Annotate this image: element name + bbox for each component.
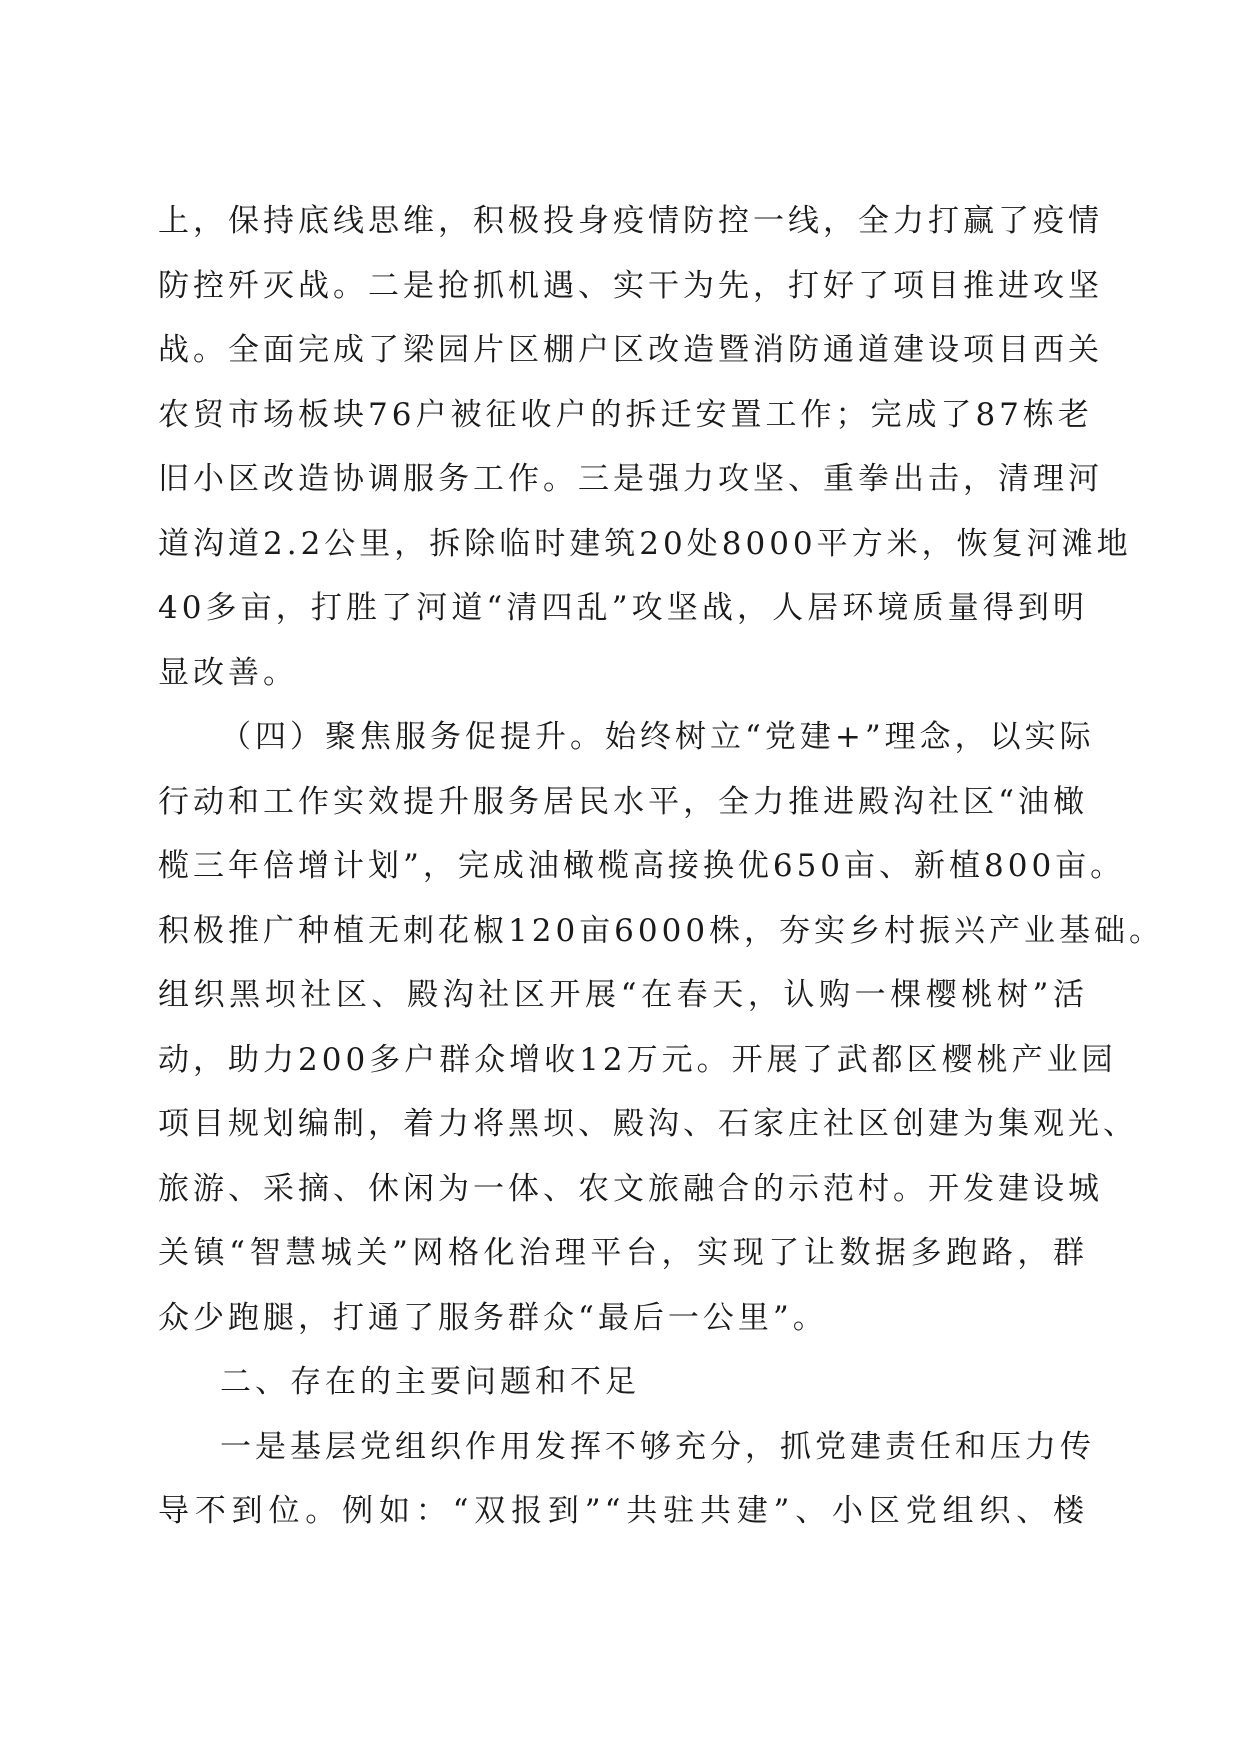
paragraph-line: 显改善。 bbox=[158, 654, 298, 691]
paragraph-line: 旧小区改造协调服务工作。三是强力攻坚、重拳出击，清理河 bbox=[158, 461, 1103, 497]
document-body bbox=[158, 189, 1165, 1544]
paragraph-line: 动，助力200多户群众增收12万元。开展了武都区樱桃产业园 bbox=[158, 1041, 1117, 1078]
paragraph-line: 组织黑坝社区、殿沟社区开展“在春天，认购一棵樱桃树”活 bbox=[158, 977, 1088, 1013]
paragraph-line: 项目规划编制，着力将黑坝、殿沟、石家庄社区创建为集观光、 bbox=[158, 1106, 1138, 1142]
paragraph-line: 战。全面完成了梁园片区棚户区改造暨消防通道建设项目西关 bbox=[158, 332, 1103, 368]
paragraph-line: 40多亩，打胜了河道“清四乱”攻坚战，人居环境质量得到明 bbox=[158, 590, 1088, 626]
paragraph-line: 行动和工作实效提升服务居民水平，全力推进殿沟社区“油橄 bbox=[158, 783, 1088, 820]
paragraph-line: 防控歼灭战。二是抢抓机遇、实干为先，打好了项目推进攻坚 bbox=[158, 267, 1103, 304]
section-heading: 二、存在的主要问题和不足 bbox=[220, 1364, 640, 1400]
paragraph-line: 众少跑腿，打通了服务群众“最后一公里”。 bbox=[158, 1299, 828, 1336]
paragraph-line: 关镇“智慧城关”网格化治理平台，实现了让数据多跑路，群 bbox=[158, 1235, 1088, 1271]
paragraph-line: 积极推广种植无刺花椒120亩6000株，夯实乡村振兴产业基础。 bbox=[158, 912, 1165, 949]
paragraph-line: 道沟道2.2公里，拆除临时建筑20处8000平方米，恢复河滩地 bbox=[158, 525, 1132, 562]
paragraph-line: 农贸市场板块76户被征收户的拆迁安置工作；完成了87栋老 bbox=[158, 396, 1093, 433]
paragraph-line: 上，保持底线思维，积极投身疫情防控一线，全力打赢了疫情 bbox=[158, 203, 1103, 239]
section-heading-line: （四）聚焦服务促提升。始终树立“党建+”理念，以实际 bbox=[220, 719, 1095, 755]
paragraph-line: 榄三年倍增计划”，完成油橄榄高接换优650亩、新植800亩。 bbox=[158, 848, 1126, 884]
paragraph-line: 旅游、采摘、休闲为一体、农文旅融合的示范村。开发建设城 bbox=[158, 1170, 1103, 1207]
paragraph-line: 一是基层党组织作用发挥不够充分，抓党建责任和压力传 bbox=[220, 1428, 1095, 1465]
paragraph-line: 导不到位。例如：“双报到”“共驻共建”、小区党组织、楼 bbox=[158, 1493, 1088, 1529]
